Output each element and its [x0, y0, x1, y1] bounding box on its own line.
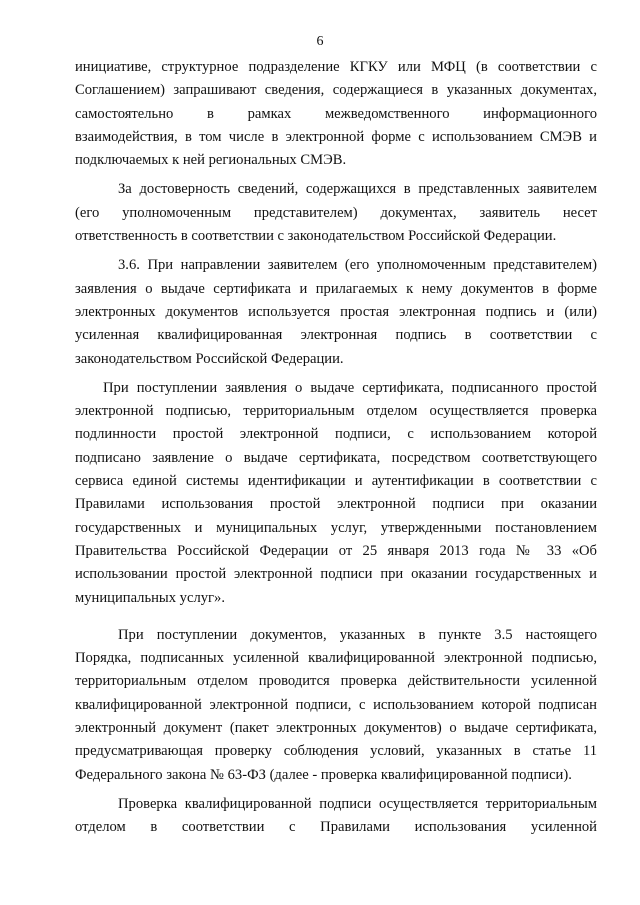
text-line: (его уполномоченным представителем) документах, заявитель несет: [75, 204, 597, 221]
text-line: Правительства Российской Федерации от 25 января 2013 года № 33 «Об: [75, 542, 597, 559]
text-line: предусматривающая проверку соблюдения условий, указанных в статье 11: [75, 743, 597, 760]
text-line: Соглашением) запрашивают сведения, содержащиеся в указанных документах,: [75, 82, 597, 99]
text-line: При поступлении заявления о выдаче сертификата, подписанного простой: [103, 379, 597, 396]
page-number: 6: [316, 34, 324, 49]
text-line: подлинности простой электронной подписи, с использованием которой: [75, 426, 597, 443]
text-line: Проверка квалифицированной подписи осуществляется территориальным: [118, 795, 597, 812]
text-line: подключаемых к ней региональных СМЭВ.: [75, 152, 347, 169]
text-line: усиленная квалифицированная электронная подпись в соответствии с: [75, 327, 597, 344]
document-body: [75, 56, 597, 840]
text-line: За достоверность сведений, содержащихся в представленных заявителем: [118, 181, 597, 198]
text-line: электронной подписью, территориальным отделом осуществляется проверка: [75, 403, 597, 420]
paragraph-verification: [75, 793, 597, 840]
paragraph-continuation: [75, 56, 597, 172]
text-line: территориальным отделом проводится проверка действительности усиленной: [75, 673, 597, 690]
text-line: Федерального закона № 63-ФЗ (далее - проверка квалифицированной подписи).: [75, 766, 572, 783]
text-line: подписано заявление о выдаче сертификата, посредством соответствующего: [75, 449, 597, 466]
text-line: использовании простой электронной подписи при оказании государственных и: [75, 566, 597, 583]
text-line: электронный документ (пакет электронных документов) о выдаче сертификата,: [75, 720, 597, 737]
paragraph-qualified-signature: [75, 624, 597, 787]
text-line: 3.6. При направлении заявителем (его уполномоченным представителем): [118, 257, 597, 274]
text-line: муниципальных услуг».: [75, 589, 225, 606]
text-line: При поступлении документов, указанных в пункте 3.5 настоящего: [118, 626, 597, 643]
paragraph-reliability: [75, 178, 597, 248]
text-line: Правилами использования простой электронной подписи при оказании: [75, 496, 597, 513]
text-line: квалифицированной электронной подписи, с использованием которой подписан: [75, 696, 597, 713]
text-line: законодательством Российской Федерации.: [75, 350, 344, 367]
text-line: инициативе, структурное подразделение КГКУ или МФЦ (в соответствии с: [75, 59, 597, 75]
paragraph-spacer: [75, 610, 597, 624]
text-line: самостоятельно в рамках межведомственного информационного: [75, 105, 597, 122]
paragraph-3-6: [75, 254, 597, 370]
text-line: заявления о выдаче сертификата и прилагаемых к нему документов в форме: [75, 280, 597, 297]
text-line: сервиса единой системы идентификации и аутентификации в соответствии с: [75, 473, 597, 490]
text-line: государственных и муниципальных услуг, утвержденными постановлением: [75, 519, 597, 536]
text-line: отделом в соответствии с Правилами использования усиленной: [75, 819, 597, 836]
text-line: Порядка, подписанных усиленной квалифицированной электронной подписью,: [75, 650, 597, 667]
text-line: электронных документов используется простая электронная подпись и (или): [75, 303, 597, 320]
text-line: ответственность в соответствии с законодательством Российской Федерации.: [75, 228, 557, 245]
text-line: взаимодействия, в том числе в электронной форме с использованием СМЭВ и: [75, 128, 597, 145]
paragraph-simple-signature: [75, 377, 597, 610]
